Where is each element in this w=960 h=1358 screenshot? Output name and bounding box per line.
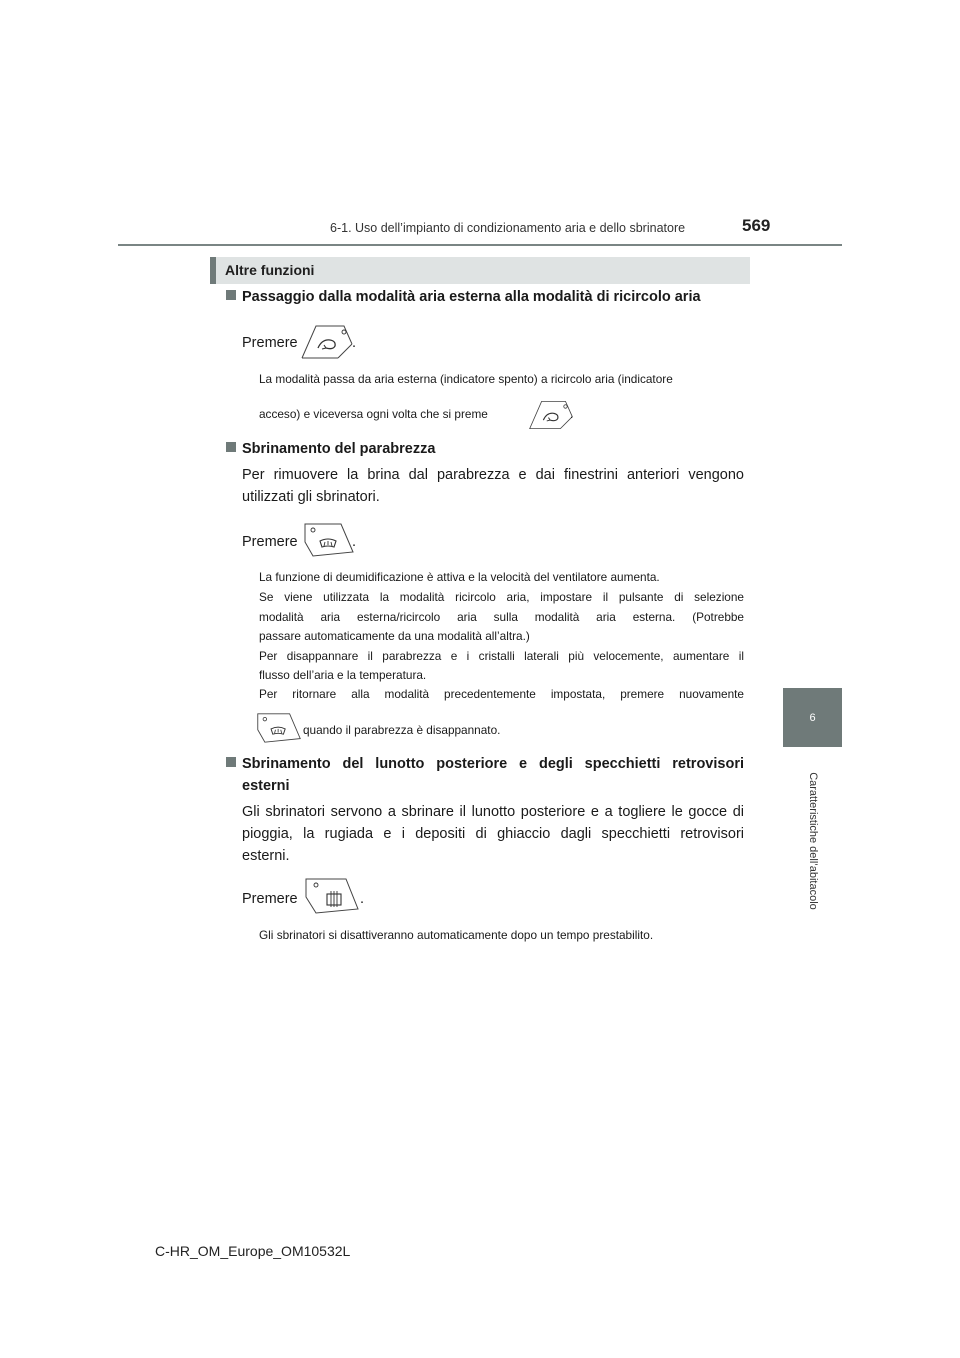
rear-text-line1: Gli sbrinatori servono a sbrinare il lunotto posteriore e a togliere le gocce di: [242, 804, 744, 820]
windshield-defogger-icon-small: [256, 712, 302, 744]
bullet-square: [226, 290, 236, 300]
rear-heading-line2: esterni: [242, 778, 290, 794]
recirculation-press-line: [242, 332, 298, 354]
rear-note: Gli sbrinatori si disattiveranno automaticamente dopo un tempo prestabilito.: [259, 928, 654, 942]
recirculation-note-line1: La modalità passa da aria esterna (indicatore spento) a ricircolo aria (indicatore: [259, 372, 673, 386]
air-recirculation-icon-small: [528, 398, 574, 432]
bullet-square: [226, 757, 236, 767]
windshield-defogger-icon: [303, 522, 355, 558]
windshield-note3-line1: Per disappannare il parabrezza e i cristalli laterali più velocemente, aumentare il: [259, 649, 744, 663]
recirculation-heading-text: Passaggio dalla modalità aria esterna alla modalità di ricircolo aria: [242, 289, 701, 305]
page-number: 569: [742, 216, 771, 235]
windshield-note2-line1: Se viene utilizzata la modalità ricircolo aria, impostare il pulsante di selezione: [259, 590, 744, 604]
windshield-heading-text: Sbrinamento del parabrezza: [242, 441, 436, 457]
windshield-text-line2: utilizzati gli sbrinatori.: [242, 489, 380, 505]
windshield-note3-line2: flusso dell’aria e la temperatura.: [259, 668, 427, 682]
rear-press-period: .: [360, 891, 365, 907]
windshield-note4-line1: Per ritornare alla modalità precedentemente impostata, premere nuovamente: [259, 687, 744, 701]
recirculation-press-period: .: [352, 335, 357, 351]
header-divider: [118, 244, 842, 246]
running-header: 6-1. Uso dell’impianto di condizionamento aria e dello sbrinatore: [330, 221, 686, 235]
windshield-press-line: Premere: [242, 534, 298, 550]
rear-heading-line1: [242, 756, 744, 772]
air-recirculation-icon: [300, 324, 357, 360]
chapter-side-label: [806, 756, 820, 926]
windshield-note4-line2: quando il parabrezza è disappannato.: [303, 723, 501, 737]
bullet-square: [226, 442, 236, 452]
press-label: Premere: [242, 335, 298, 351]
rear-press-line: Premere: [242, 891, 298, 907]
section-title-bar: [210, 257, 750, 284]
section-title: Altre funzioni: [225, 262, 315, 278]
recirculation-note-line2: acceso) e viceversa ogni volta che si preme: [259, 407, 488, 421]
windshield-note1: La funzione di deumidificazione è attiva e la velocità del ventilatore aumenta.: [259, 570, 660, 584]
recirculation-heading: [242, 289, 701, 305]
windshield-press-period: .: [352, 534, 357, 550]
windshield-note2-line3: passare automaticamente da una modalità all’altra.): [259, 629, 530, 643]
rear-text-line3: esterni.: [242, 848, 290, 864]
rear-heading-text: Sbrinamento del lunotto posteriore e degli specchietti retrovisori: [242, 756, 744, 772]
rear-window-defogger-icon: [304, 877, 360, 915]
recirculation-note-period: .: [570, 407, 574, 421]
chapter-title: Caratteristiche dell’abitacolo: [807, 772, 819, 910]
windshield-heading: [242, 441, 435, 457]
rear-text-line2: pioggia, la rugiada e i depositi di ghiaccio dagli specchietti retrovisori: [242, 826, 744, 842]
chapter-tab: [783, 688, 842, 747]
document-code: C-HR_OM_Europe_OM10532L: [155, 1243, 351, 1259]
windshield-text-line1: Per rimuovere la brina dal parabrezza e dai finestrini anteriori vengono: [242, 467, 744, 483]
chapter-number: 6: [809, 711, 816, 724]
windshield-note2-line2: modalità aria esterna/ricircolo aria sulla modalità aria esterna. (Potrebbe: [259, 610, 744, 624]
